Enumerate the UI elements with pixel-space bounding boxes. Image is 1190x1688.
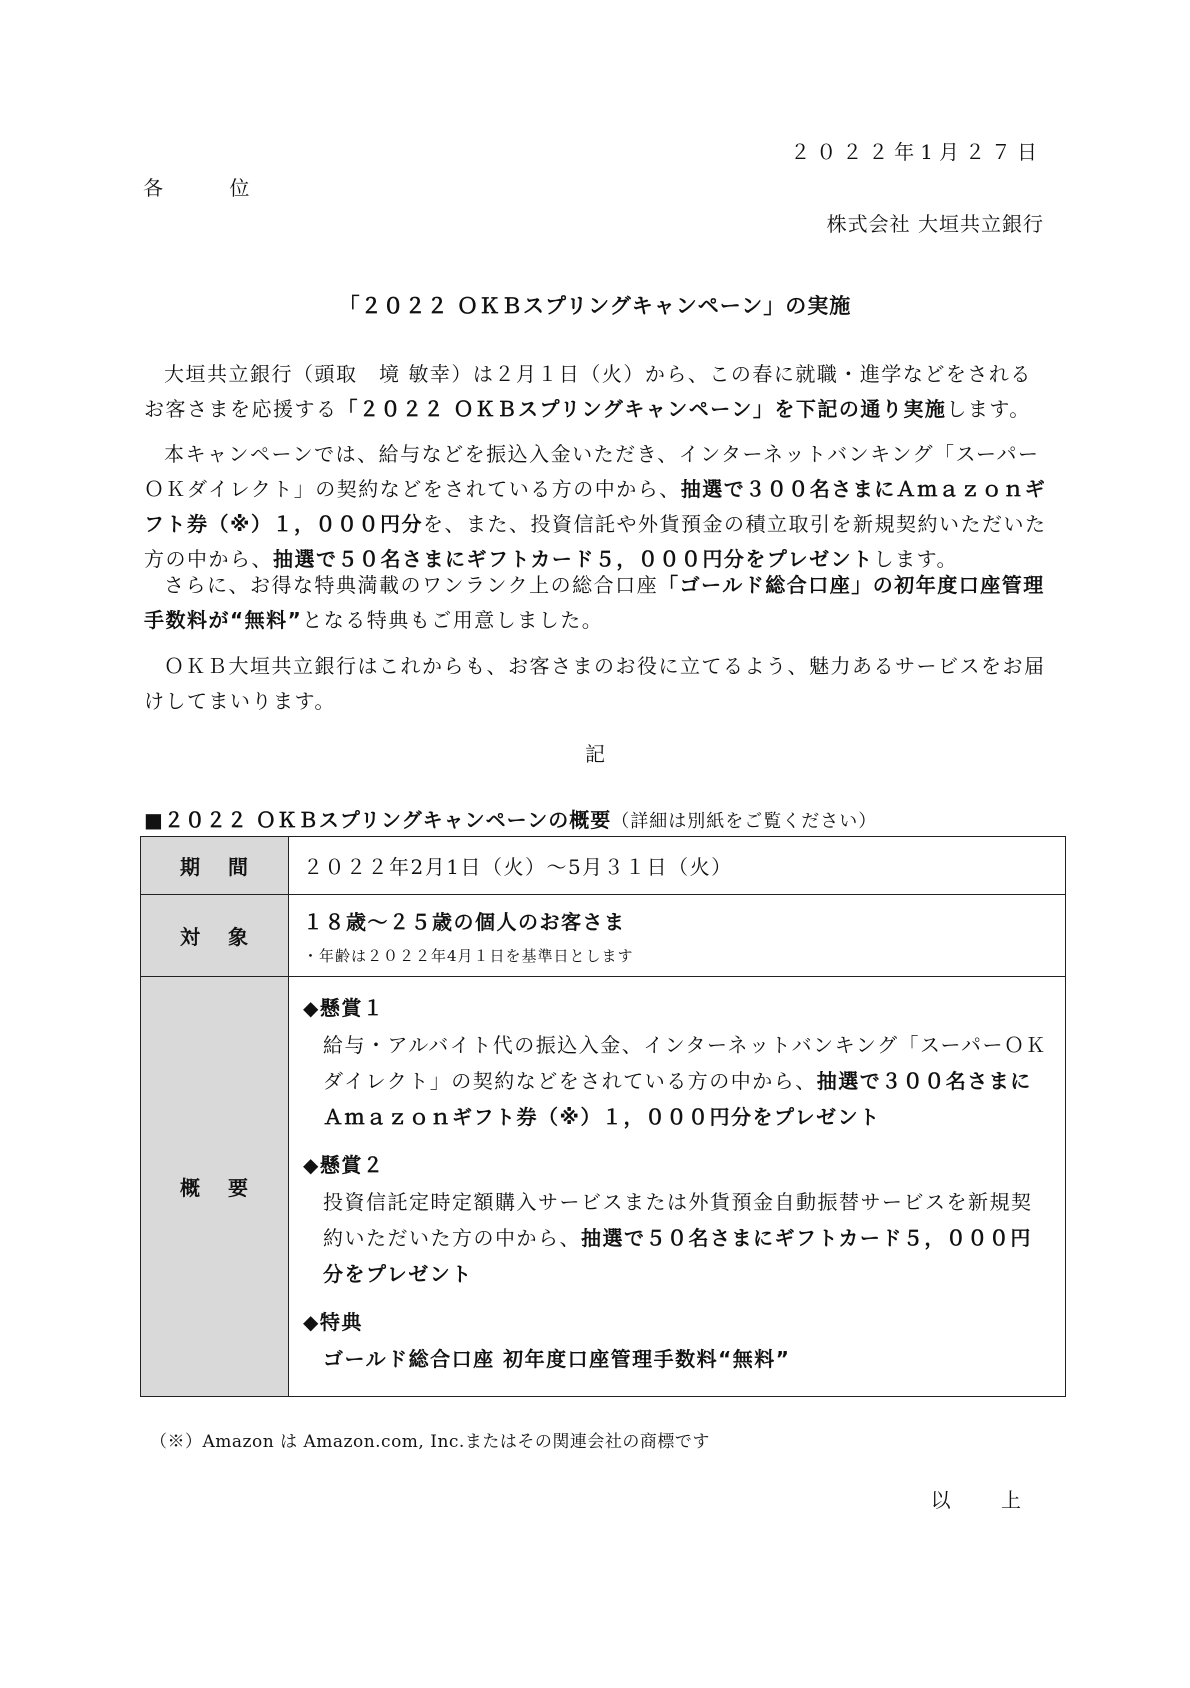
closing-text: ＯＫＢ大垣共立銀行はこれからも、お客さまのお役に立てるよう、魅力あるサービスをお届けしてまいります。: [144, 654, 1046, 713]
gold-text-2: となる特典もご用意しました。: [302, 608, 604, 632]
document-date: ２０２２年1月２７日: [790, 140, 1043, 164]
prize1-body: [323, 1027, 1051, 1135]
document-title: 「２０２２ ＯＫＢスプリングキャンペーン」の実施: [338, 294, 852, 318]
prize2-body: [323, 1184, 1051, 1292]
campaign-text-1: 本キャンペーンでは、給与などを振込入金いただき、インターネットバンキング「スーパーＯＫダイレクト」の契約などをされている方の中から、: [144, 442, 1040, 501]
campaign-bold-1: 抽選で３００名さまにＡｍａｚｏｎギフト券（※）１，０００円分: [144, 477, 1047, 536]
paragraph-intro: [144, 357, 1052, 427]
benefit-heading: ◆特典: [303, 1310, 363, 1334]
gold-text-1: さらに、お得な特典満載のワンランク上の総合口座: [164, 573, 659, 597]
intro-bold: 「２０２２ ＯＫＢスプリングキャンペーン」を下記の通り実施: [337, 397, 947, 421]
summary-heading-note: （詳細は別紙をご覧ください）: [611, 811, 878, 832]
period-value: ２０２２年2月1日（火）～5月３１日（火）: [289, 837, 1066, 895]
overview-cell: [289, 977, 1066, 1397]
summary-heading-title: ■２０２２ ＯＫＢスプリングキャンペーンの概要: [144, 808, 612, 832]
prize1-bold: 抽選で３００名さまにＡｍａｚｏｎギフト券（※）１，０００円分をプレゼント: [323, 1069, 1032, 1129]
table-row-overview: [141, 977, 1066, 1397]
target-label: 対象: [141, 895, 289, 977]
closing-mark: 以 上: [930, 1488, 1043, 1512]
sender-name: 株式会社 大垣共立銀行: [826, 212, 1044, 236]
period-label: 期間: [141, 837, 289, 895]
target-cell: [289, 895, 1066, 977]
paragraph-closing: [144, 649, 1052, 719]
prize2-heading: ◆懸賞２: [303, 1153, 385, 1177]
prize1-text: 給与・アルバイト代の振込入金、インターネットバンキング「スーパーＯＫダイレクト」の契約などをされている方の中から、: [323, 1033, 1047, 1093]
campaign-bold-2: 抽選で５０名さまにギフトカード５，０００円分をプレゼント: [273, 547, 874, 571]
gold-bold: 「ゴールド総合口座」の初年度口座管理手数料が“無料”: [144, 573, 1045, 632]
paragraph-gold-account: [144, 568, 1052, 638]
benefit-body: ゴールド総合口座 初年度口座管理手数料“無料”: [323, 1347, 791, 1371]
campaign-text-2: を、また、投資信託や外貨預金の積立取引を新規契約いただいた方の中から、: [144, 512, 1047, 571]
addressee: 各 位: [143, 176, 280, 200]
trademark-footnote: （※）Amazon は Amazon.com, Inc.またはその関連会社の商標です: [150, 1432, 710, 1452]
target-value: １８歳～２５歳の個人のお客さま: [303, 909, 626, 934]
prize1-heading: ◆懸賞１: [303, 996, 385, 1020]
summary-heading: [144, 804, 877, 833]
intro-text-end: します。: [946, 397, 1031, 421]
prize2-bold: 抽選で５０名さまにギフトカード５，０００円分をプレゼント: [323, 1226, 1032, 1286]
overview-label: 概要: [141, 977, 289, 1397]
table-row-target: [141, 895, 1066, 977]
summary-table: [140, 836, 1066, 1397]
intro-text: 大垣共立銀行（頭取 境 敏幸）は２月１日（火）から、この春に就職・進学などをされるお客さまを応援する: [144, 362, 1032, 421]
campaign-text-3: します。: [873, 547, 959, 571]
prize2-text: 投資信託定時定額購入サービスまたは外貨預金自動振替サービスを新規契約いただいた方の中から、: [323, 1190, 1033, 1250]
paragraph-campaign: [144, 437, 1052, 577]
table-row-period: [141, 837, 1066, 895]
ki-mark: 記: [585, 742, 605, 766]
target-note: ・年齢は２０２２年4月１日を基準日とします: [303, 946, 634, 965]
